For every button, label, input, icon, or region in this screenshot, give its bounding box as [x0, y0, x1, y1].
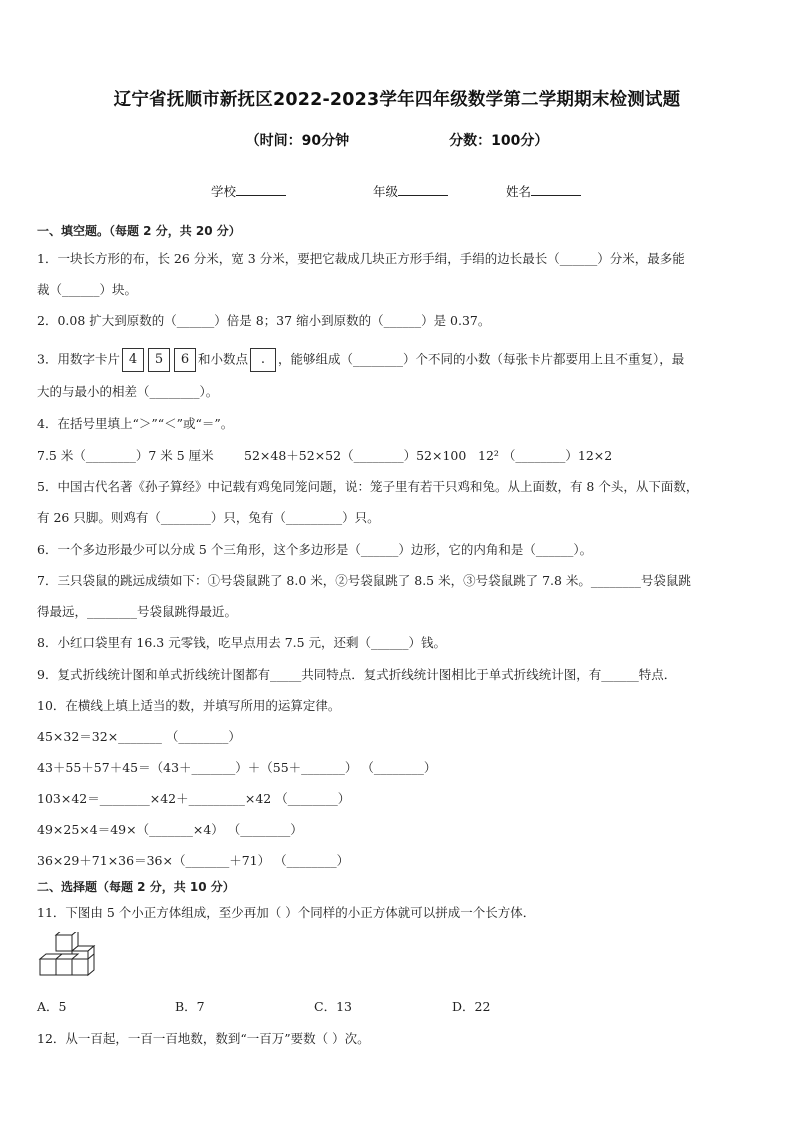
question-1-line-2: 裁（______）块。 [37, 282, 138, 297]
question-10-item-1: 45×32＝32×_______ （________） [37, 729, 241, 744]
question-10-item-4: 49×25×4＝49×（_______×4） （________） [37, 822, 303, 837]
grade-field [373, 182, 448, 200]
option-a[interactable]: A．5 [37, 999, 67, 1014]
grade-label: 年级 [373, 184, 399, 199]
question-7-line-1: 7．三只袋鼠的跳远成绩如下：①号袋鼠跳了 8.0 米，②号袋鼠跳了 8.5 米，③号袋鼠跳了 7.8 米。________号袋鼠跳 [37, 573, 691, 588]
digit-card-5: 5 [148, 348, 170, 372]
question-4-item-a: 7.5 米（________）7 米 5 厘米 [37, 448, 214, 463]
question-10: 10．在横线上填上适当的数，并填写所用的运算定律。 [37, 698, 341, 713]
question-2: 2．0.08 扩大到原数的（______）倍是 8；37 缩小到原数的（______）是 0.37。 [37, 313, 491, 328]
question-4-item-c: 12² （________）12×2 [478, 448, 613, 463]
exam-title: 辽宁省抚顺市新抚区2022-2023学年四年级数学第二学期期末检测试题 [113, 90, 681, 110]
grade-blank[interactable] [398, 182, 448, 196]
question-1-line-1: 1．一块长方形的布，长 26 分米，宽 3 分米，要把它裁成几块正方形手绢，手绢的边长最长（______）分米，最多能 [37, 251, 685, 266]
cube-stack-figure [36, 932, 102, 988]
name-field [506, 182, 581, 200]
question-12: 12．从一百起，一百一百地数，数到“一百万”要数（ ）次。 [37, 1031, 370, 1046]
option-d[interactable]: D．22 [452, 999, 491, 1014]
school-blank[interactable] [236, 182, 286, 196]
name-label: 姓名 [506, 184, 532, 199]
time-label: （时间：90分钟 [245, 133, 350, 149]
question-4: 4．在括号里填上“＞”“＜”或“＝”。 [37, 416, 234, 431]
section1-title: 一、填空题。（每题 2 分，共 20 分） [37, 224, 241, 238]
question-9: 9．复式折线统计图和单式折线统计图都有_____共同特点．复式折线统计图相比于单式折线统计图，有______特点． [37, 667, 677, 682]
question-3-prefix: 3．用数字卡片 [37, 351, 120, 367]
question-3-mid: 和小数点 [197, 351, 248, 367]
question-4-item-b: 52×48＋52×52（________）52×100 [244, 448, 467, 463]
question-10-item-2: 43＋55＋57＋45＝（43＋_______）＋（55＋_______） （________） [37, 760, 437, 775]
digit-card-4: 4 [122, 348, 144, 372]
question-11: 11．下图由 5 个小正方体组成，至少再加（ ）个同样的小正方体就可以拼成一个长方体． [37, 905, 536, 920]
question-10-item-3: 103×42＝________×42＋_________×42 （________） [37, 791, 351, 806]
section2-title: 二、选择题（每题 2 分，共 10 分） [37, 880, 235, 894]
exam-subtitle [0, 130, 794, 150]
name-blank[interactable] [531, 182, 581, 196]
school-label: 学校 [211, 184, 237, 199]
question-5-line-1: 5．中国古代名著《孙子算经》中记载有鸡兔同笼问题，说：笼子里有若干只鸡和兔。从上面数，有 8 个头，从下面数， [37, 479, 699, 494]
school-field [211, 182, 286, 200]
decimal-point-card: . [250, 348, 276, 372]
score-label: 分数：100分） [449, 133, 549, 149]
question-8: 8．小红口袋里有 16.3 元零钱，吃早点用去 7.5 元，还剩（______）钱。 [37, 635, 447, 650]
option-c[interactable]: C．13 [314, 999, 352, 1014]
option-b[interactable]: B．7 [175, 999, 205, 1014]
cube-stack-icon [36, 932, 102, 984]
question-6: 6．一个多边形最少可以分成 5 个三角形，这个多边形是（______）边形，它的内角和是（______）。 [37, 542, 593, 557]
question-3-line-1 [37, 348, 684, 372]
question-5-line-2: 有 26 只脚。则鸡有（________）只，兔有（_________）只。 [37, 510, 380, 525]
question-3-suffix: ，能够组成（________）个不同的小数（每张卡片都要用上且不重复），最 [277, 351, 685, 367]
question-7-line-2: 得最远，________号袋鼠跳得最近。 [37, 604, 238, 619]
question-3-line-2: 大的与最小的相差（________）。 [37, 384, 219, 399]
question-10-item-5: 36×29＋71×36＝36×（_______＋71） （________） [37, 853, 350, 868]
digit-card-6: 6 [174, 348, 196, 372]
